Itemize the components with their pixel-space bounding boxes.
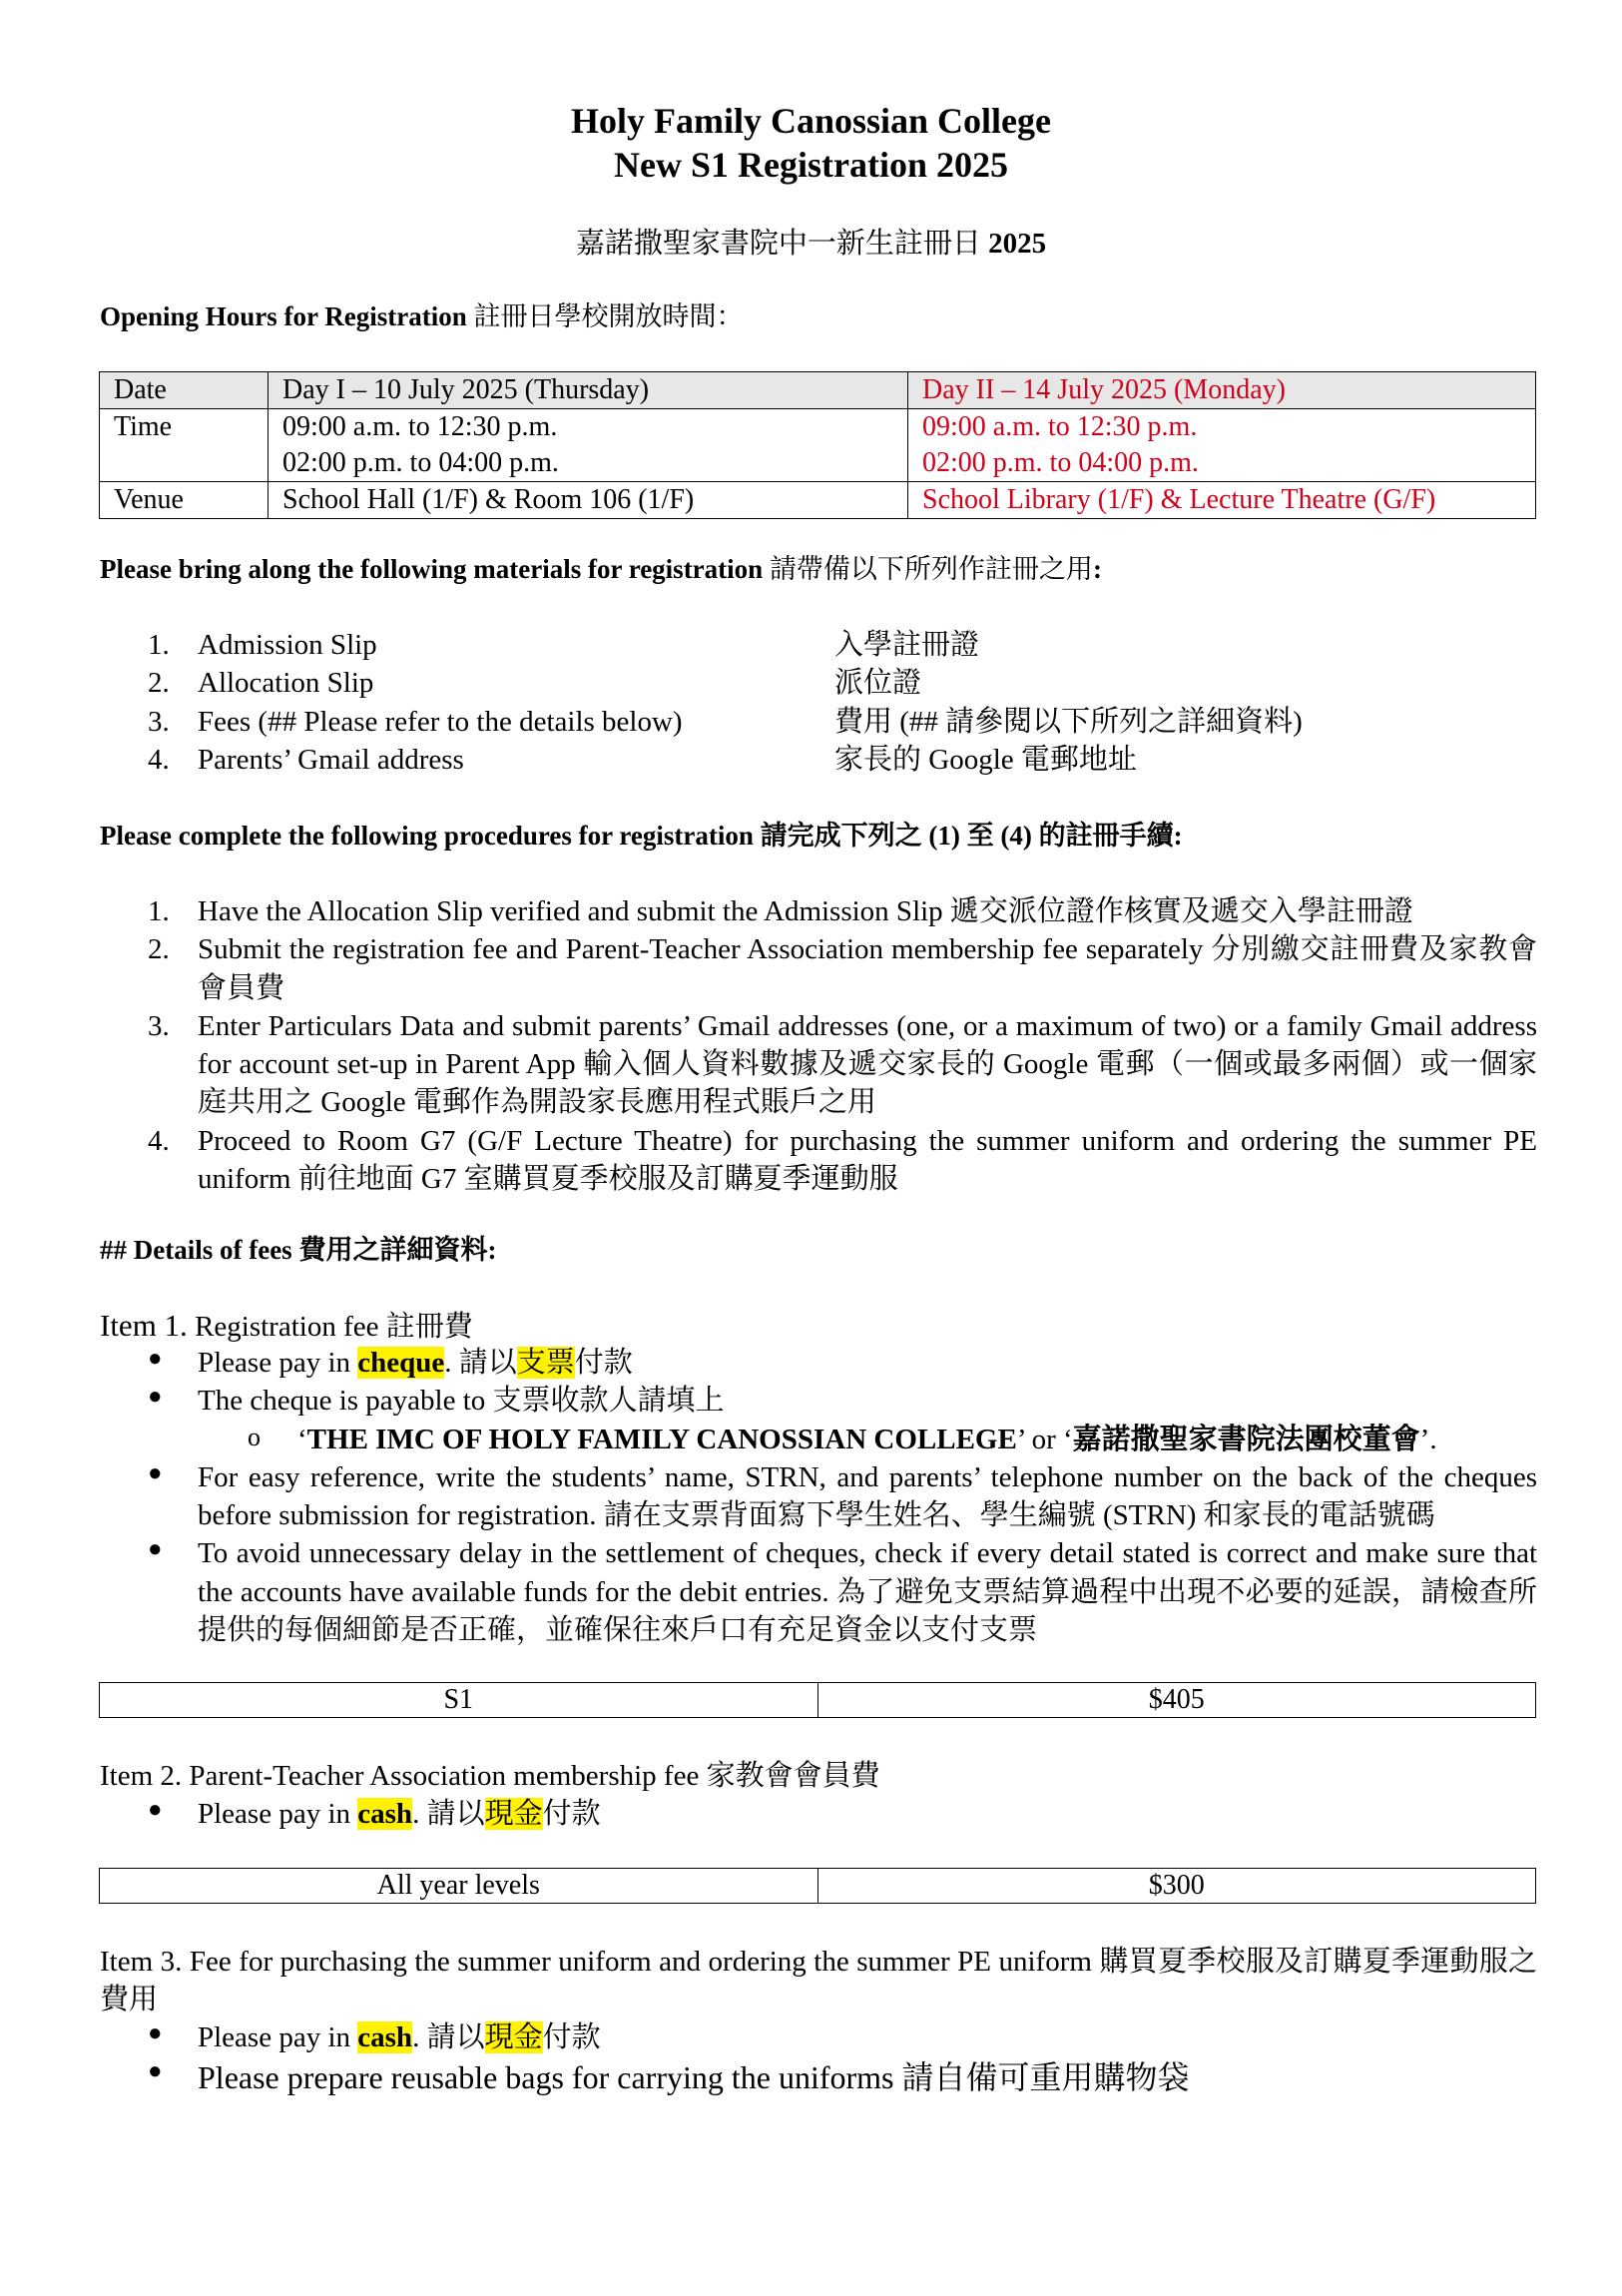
pay-pre: Please pay in: [198, 1347, 351, 1379]
materials-heading-zh: 請帶備以下所列作註冊之用: [769, 554, 1093, 584]
item3-label: Item 3.: [100, 1946, 183, 1978]
day2-date: Day II – 14 July 2025 (Monday): [908, 372, 1536, 409]
material-zh: 入學註冊證: [834, 629, 980, 661]
day2-venue: School Library (1/F) & Lecture Theatre (G/F): [908, 482, 1536, 519]
date-row: [100, 372, 1536, 409]
material-en: Parents’ Gmail address: [198, 743, 464, 776]
bullet-icon: ●: [148, 1459, 163, 1486]
list-item: [140, 664, 1537, 702]
list-item: [140, 1795, 1537, 1833]
material-zh: 派位證: [834, 667, 922, 700]
fees-heading-zh: 費用之詳細資料: [298, 1235, 488, 1265]
item2-title: [100, 1757, 1537, 1795]
day1-time-afternoon: 02:00 p.m. to 04:00 p.m.: [282, 447, 559, 478]
chinese-title-year: 2025: [988, 228, 1047, 260]
bullet-icon: ●: [148, 1346, 163, 1372]
item3-title-text: Fee for purchasing the summer uniform and ordering the summer PE uniform 購買夏季校服及訂購夏季運動服之費用: [100, 1946, 1537, 2016]
pay-mid: . 請以: [412, 2021, 485, 2053]
item-number: 2.: [148, 667, 170, 700]
list-item: [140, 626, 1537, 664]
list-item: [140, 1534, 1537, 1649]
item-number: 1.: [148, 895, 170, 927]
fee-amount: $300: [817, 1869, 1536, 1904]
item-number: 3.: [148, 705, 170, 738]
item1-bullets: [140, 1344, 1537, 1649]
item2-label: Item 2.: [100, 1760, 183, 1792]
fee-level: All year levels: [100, 1869, 818, 1904]
fees-heading-colon: :: [487, 1235, 497, 1265]
materials-heading-colon: :: [1092, 554, 1102, 584]
day1-venue: School Hall (1/F) & Room 106 (1/F): [269, 482, 908, 519]
pay-mid: . 請以: [444, 1347, 517, 1379]
procedures-heading-zh: 請完成下列之 (1) 至 (4) 的註冊手續:: [760, 821, 1183, 851]
list-item: [140, 1007, 1537, 1122]
item-number: 4.: [148, 1124, 170, 1157]
item-number: 4.: [148, 743, 170, 776]
opening-hours-heading: [100, 299, 1537, 335]
procedure-text: Have the Allocation Slip verified and submit the Admission Slip 遞交派位證作核實及遞交入學註冊證: [198, 895, 1413, 927]
procedure-text: Submit the registration fee and Parent-Teacher Association membership fee separately 分別繳交註冊費及家教會會員費: [198, 933, 1537, 1004]
pay-method: cash: [357, 1798, 413, 1830]
chinese-title-text: 嘉諾撒聖家書院中一新生註冊日: [575, 228, 981, 260]
list-item: [140, 1122, 1537, 1199]
item1-fee-table: [99, 1682, 1536, 1718]
material-en: Admission Slip: [198, 629, 377, 661]
item-number: 2.: [148, 933, 170, 966]
table-row: [100, 1683, 1536, 1718]
time-row: [100, 409, 1536, 482]
sub-bullet-icon: o: [248, 1422, 261, 1451]
avoid-delay-text: To avoid unnecessary delay in the settlement of cheques, check if every detail stated is correct and make sure that the accounts have available funds for the debit entries. 為了避免支票結算過程中出現不必要的延誤，請檢查所提供的每個細節是否正確，並確保往來戶口有充足資金以支付支票: [198, 1537, 1537, 1646]
materials-list: [140, 626, 1537, 779]
time-label: Time: [100, 409, 269, 482]
bullet-icon: ●: [148, 1536, 163, 1563]
item2-title-text: Parent-Teacher Association membership fee 家教會會員費: [189, 1760, 880, 1792]
item2-fee-table: [99, 1868, 1536, 1904]
school-name: Holy Family Canossian College: [570, 101, 1051, 141]
day1-time-morning: 09:00 a.m. to 12:30 p.m.: [282, 411, 558, 442]
bags-text: Please prepare reusable bags for carrying the uniforms 請自備可重用購物袋: [198, 2059, 1190, 2096]
list-item: [140, 1382, 1537, 1420]
pay-zh-method: 現金: [484, 2021, 543, 2053]
item3-bullets: [140, 2018, 1537, 2099]
material-zh: 家長的 Google 電郵地址: [834, 743, 1137, 776]
list-item: [140, 1421, 1537, 1458]
list-item: [140, 741, 1537, 779]
pay-mid: . 請以: [412, 1798, 485, 1830]
bullet-icon: ●: [148, 1797, 163, 1823]
pay-method: cheque: [357, 1347, 445, 1379]
procedures-heading-en: Please complete the following procedures for registration: [100, 821, 754, 851]
list-item: [140, 892, 1537, 930]
payee-en: THE IMC OF HOLY FAMILY CANOSSIAN COLLEGE: [306, 1423, 1017, 1455]
procedure-text: Proceed to Room G7 (G/F Lecture Theatre) for purchasing the summer uniform and ordering the summer PE uniform 前往地面 G7 室購買夏季校服及訂購夏季運動服: [198, 1124, 1537, 1195]
chinese-title: [0, 225, 1622, 263]
fees-heading: [100, 1233, 1537, 1269]
payee-mid: ’ or ‘: [1016, 1423, 1073, 1455]
payee-zh: 嘉諾撒聖家書院法團校董會: [1072, 1423, 1420, 1455]
fee-level: S1: [100, 1683, 818, 1718]
list-item: [140, 2056, 1537, 2098]
opening-hours-heading-zh: 註冊日學校開放時間：: [473, 301, 744, 331]
pay-pre: Please pay in: [198, 1798, 351, 1830]
table-row: [100, 1869, 1536, 1904]
venue-row: [100, 482, 1536, 519]
opening-hours-heading-en: Opening Hours for Registration: [100, 301, 467, 331]
bullet-icon: ●: [148, 2020, 163, 2046]
item2-bullets: [140, 1795, 1537, 1833]
day1-date: Day I – 10 July 2025 (Thursday): [269, 372, 908, 409]
payee-close: ’.: [1419, 1423, 1437, 1455]
item3-title: [100, 1943, 1537, 2019]
item1-label: Item 1.: [100, 1308, 188, 1343]
bullet-icon: ●: [148, 1384, 163, 1411]
payee-open: ‘: [297, 1423, 307, 1455]
list-item: [140, 703, 1537, 741]
pay-post: 付款: [574, 1347, 633, 1379]
item-number: 3.: [148, 1009, 170, 1042]
venue-label: Venue: [100, 482, 269, 519]
item1-title: [100, 1306, 1537, 1347]
procedure-text: Enter Particulars Data and submit parents’ Gmail addresses (one, or a maximum of two) or a family Gmail address for account set-up in Parent App 輸入個人資料數據及遞交家長的 Google 電郵（一個或最多兩個）或一個家庭共用之 Google 電郵作為開設家長應用程式賬戶之用: [198, 1009, 1537, 1119]
event-title: New S1 Registration 2025: [614, 145, 1008, 185]
list-item: [140, 2018, 1537, 2056]
date-label: Date: [100, 372, 269, 409]
procedures-heading: [100, 819, 1537, 855]
bullet-icon: ●: [148, 2058, 163, 2085]
material-zh: 費用 (## 請參閱以下所列之詳細資料): [834, 705, 1303, 738]
opening-hours-table: [99, 371, 1536, 519]
pay-pre: Please pay in: [198, 2021, 351, 2053]
reference-text: For easy reference, write the students’ name, STRN, and parents’ telephone number on the back of the cheques before submission for registration. 請在支票背面寫下學生姓名、學生編號 (STRN) 和家長的電話號碼: [198, 1460, 1537, 1532]
procedures-list: [140, 892, 1537, 1198]
list-item: [140, 1458, 1537, 1535]
payable-text: The cheque is payable to 支票收款人請填上: [198, 1385, 725, 1418]
day2-time-morning: 09:00 a.m. to 12:30 p.m.: [922, 411, 1198, 442]
list-item: [140, 1344, 1537, 1382]
fees-heading-en: ## Details of fees: [100, 1235, 292, 1265]
day2-time-afternoon: 02:00 p.m. to 04:00 p.m.: [922, 447, 1199, 478]
materials-heading: [100, 552, 1537, 588]
list-item: [140, 930, 1537, 1007]
material-en: Fees (## Please refer to the details below): [198, 705, 683, 738]
pay-zh-method: 現金: [484, 1798, 543, 1830]
day2-time: [908, 409, 1536, 482]
pay-zh-method: 支票: [516, 1347, 575, 1379]
fee-amount: $405: [817, 1683, 1536, 1718]
item-number: 1.: [148, 629, 170, 661]
pay-post: 付款: [542, 2021, 601, 2053]
material-en: Allocation Slip: [198, 667, 374, 700]
day1-time: [269, 409, 908, 482]
materials-heading-en: Please bring along the following materials for registration: [100, 554, 764, 584]
pay-method: cash: [357, 2021, 413, 2053]
pay-post: 付款: [542, 1798, 601, 1830]
item1-title-text: Registration fee 註冊費: [195, 1311, 473, 1343]
